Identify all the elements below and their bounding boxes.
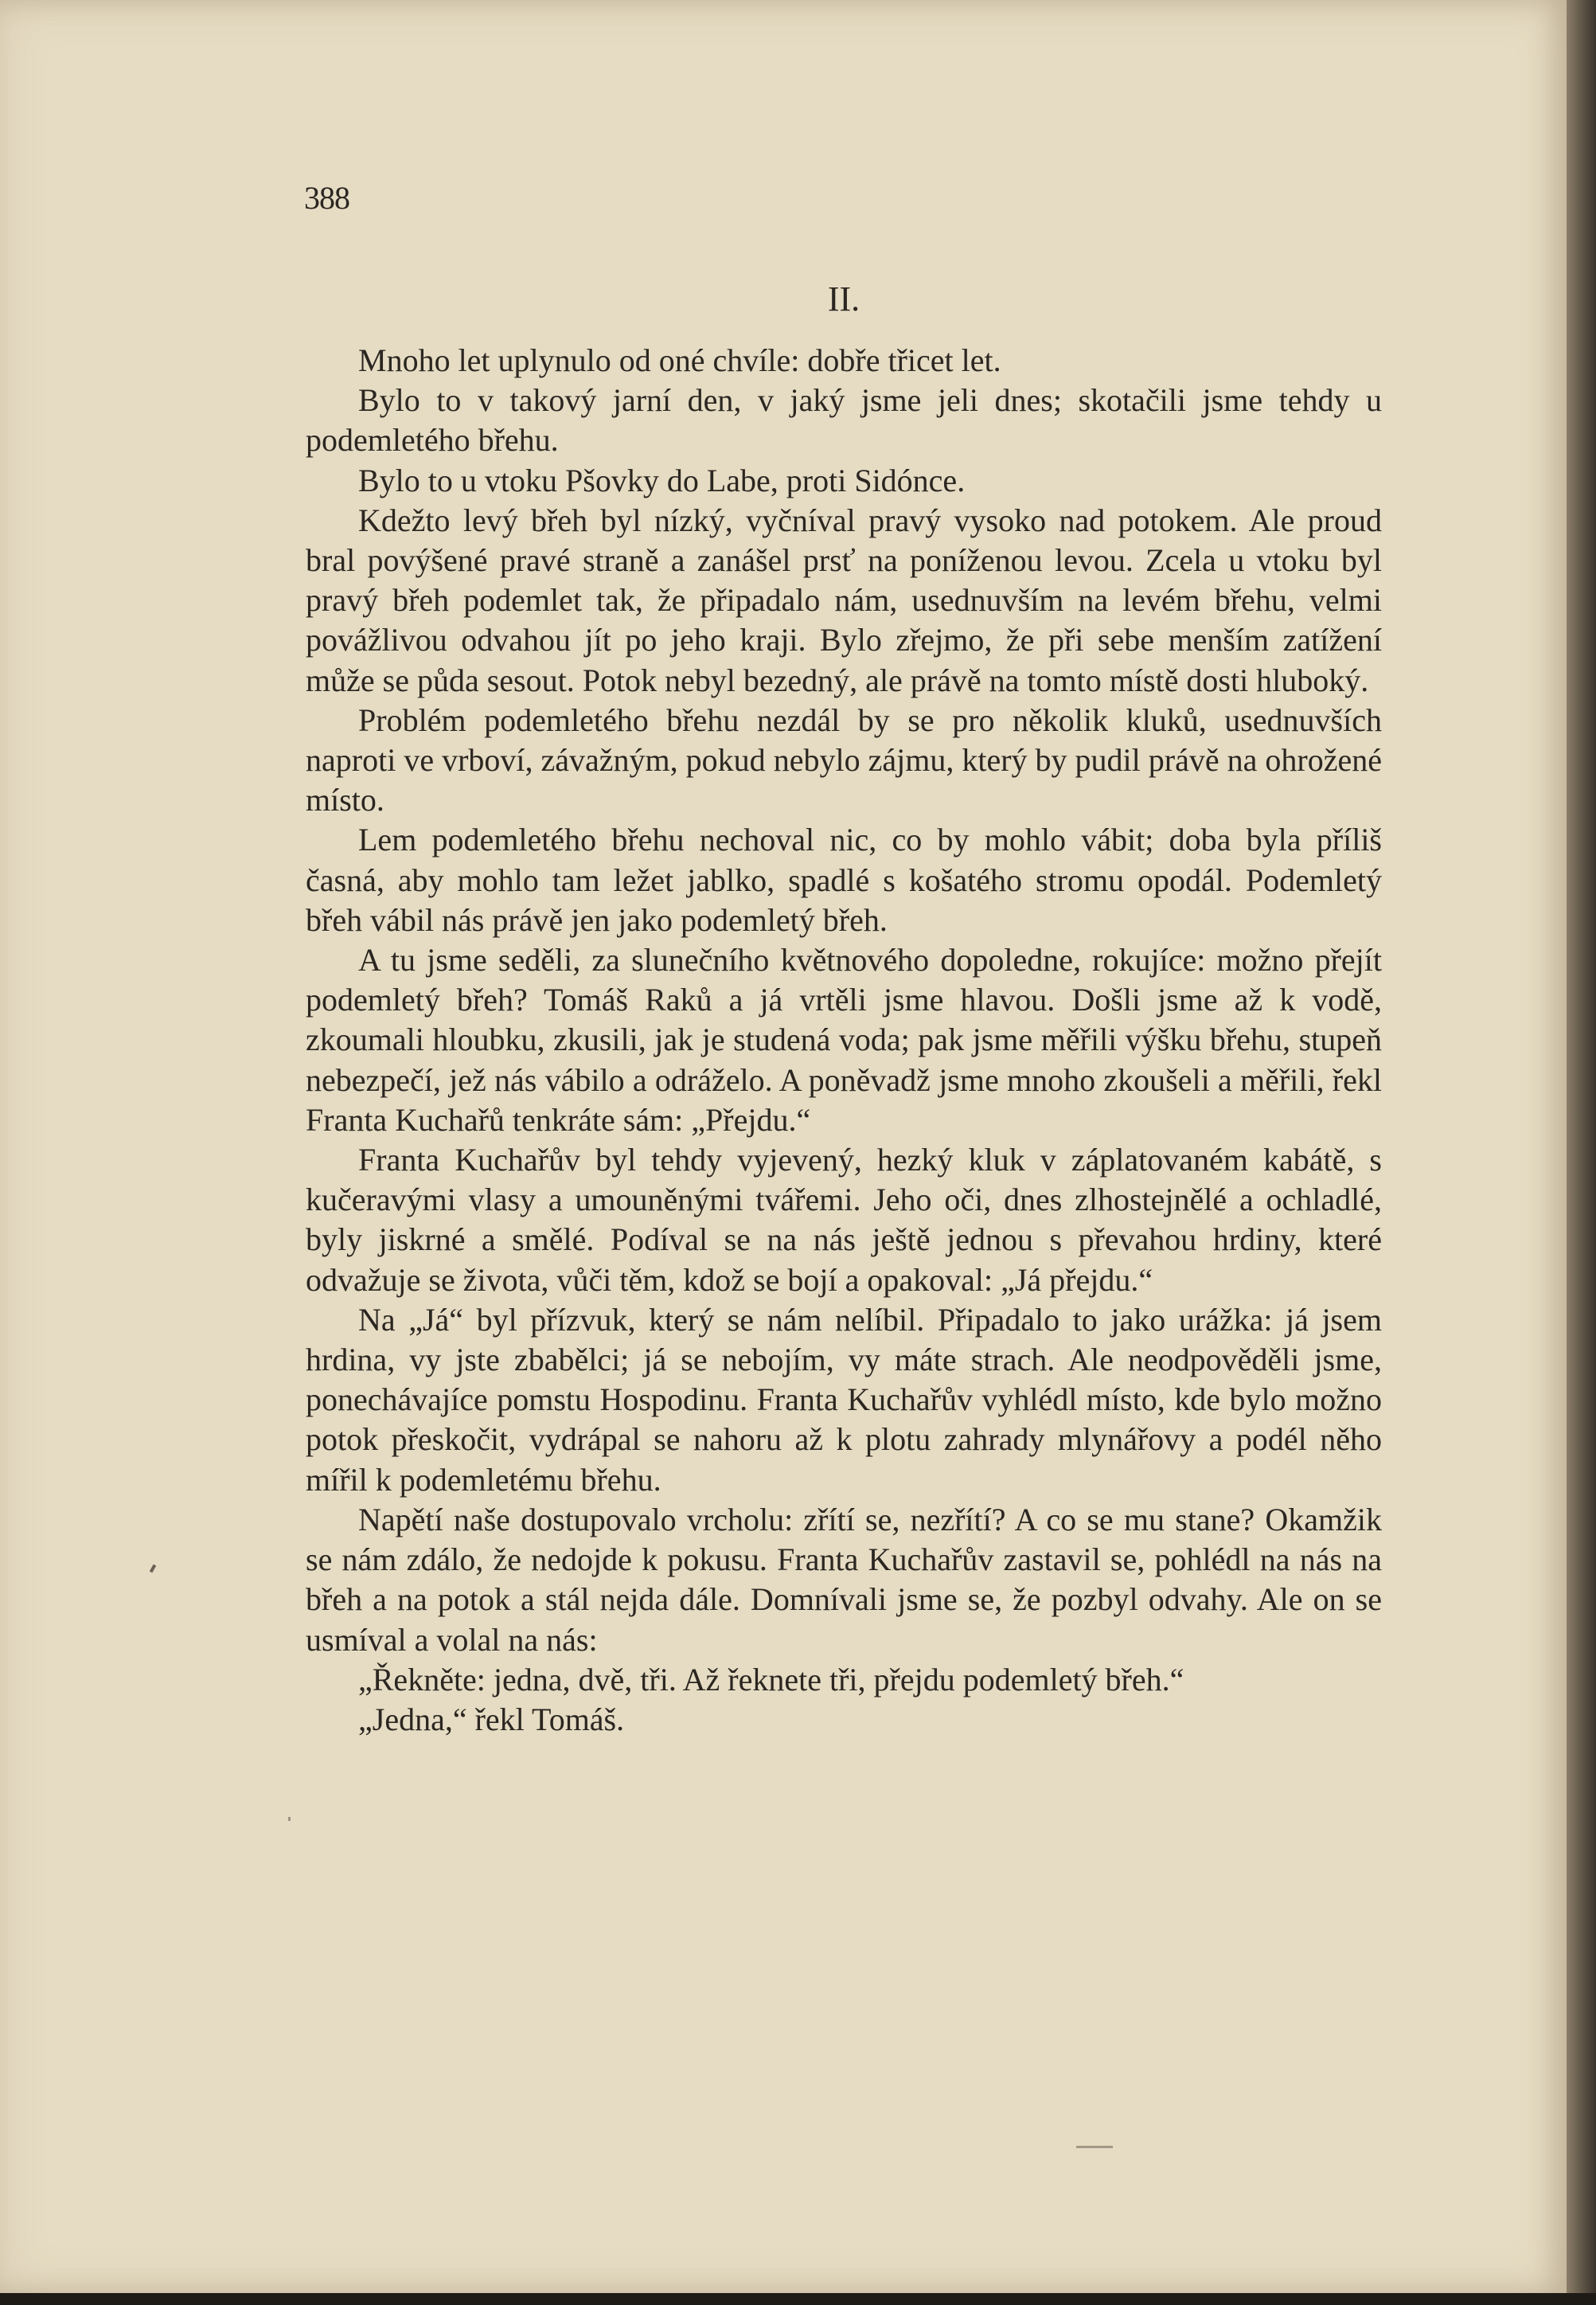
scan-bottom-edge bbox=[0, 2293, 1596, 2305]
paragraph: Franta Kuchařův byl tehdy vyjevený, hezký kluk v záplatovaném kabátě, s kučeravými vlasy a umouněnými tvářemi. Jeho oči, dnes zlhostejnělé a ochladlé, byly jiskrné a smělé. Podíval se na nás ještě jednou s převahou hrdiny, které odvažuje se života, vůči těm, kdož se bojí a opakoval: „Já přejdu.“ bbox=[306, 1142, 1382, 1298]
paper-speck bbox=[150, 1565, 156, 1573]
page-number: 388 bbox=[304, 180, 349, 216]
paragraph: Problém podemletého břehu nezdál by se pro několik kluků, usednuvších naproti ve vrboví, závažným, pokud nebylo zájmu, který by pudil právě na ohrožené místo. bbox=[306, 701, 1382, 818]
book-spine-edge bbox=[1567, 0, 1596, 2305]
paragraph: A tu jsme seděli, za slunečního květnového dopoledne, rokujíce: možno přejít podemletý břeh? Tomáš Raků a já vrtěli jsme hlavou. Došli jsme až k vodě, zkoumali hloubku, zkusili, jak je studená voda; pak jsme měřili výšku břehu, stupeň nebezpečí, jež nás vábilo a odráželo. A poněvadž jsme mnoho zkoušeli a měřili, řekl Franta Kuchařů tenkráte sám: „Přejdu.“ bbox=[306, 942, 1382, 1138]
paragraph: Lem podemletého břehu nechoval nic, co by mohlo vábit; doba byla příliš časná, aby mohlo tam ležet jablko, spadlé s košatého stromu opodál. Podemletý břeh vábil nás právě jen jako podemletý břeh. bbox=[306, 822, 1382, 938]
body-text bbox=[306, 341, 1382, 1740]
paragraph: Napětí naše dostupovalo vrcholu: zřítí se, nezřítí? A co se mu stane? Okamžik se nám zdálo, že nedojde k pokusu. Franta Kuchařův zastavil se, pohlédl na nás na břeh a na potok a stál nejda dále. Domnívali jsme se, že pozbyl odvahy. Ale on se usmíval a volal na nás: bbox=[306, 1501, 1382, 1658]
paragraph: Na „Já“ byl přízvuk, který se nám nelíbil. Připadalo to jako urážka: já jsem hrdina, vy jste zbabělci; já se nebojím, vy máte strach. Ale neodpověděli jsme, ponechávajíce pomstu Hospodinu. Franta Kuchařův vyhlédl místo, kde bylo možno potok přeskočit, vydrápal se nahoru až k plotu zahrady mlynářovy a podél něho mířil k podemletému břehu. bbox=[306, 1301, 1382, 1498]
paper-speck bbox=[1076, 2146, 1113, 2148]
chapter-heading: II. bbox=[827, 279, 860, 318]
paragraph: Bylo to u vtoku Pšovky do Labe, proti Sidónce. bbox=[358, 462, 966, 498]
paragraph: „Řekněte: jedna, dvě, tři. Až řeknete tři, přejdu podemletý břeh.“ bbox=[358, 1661, 1184, 1697]
paragraph: Mnoho let uplynulo od oné chvíle: dobře třicet let. bbox=[358, 342, 1001, 378]
paragraph: Bylo to v takový jarní den, v jaký jsme jeli dnes; skotačili jsme tehdy u podemletého břehu. bbox=[306, 382, 1382, 459]
paper-speck bbox=[288, 1817, 291, 1821]
paragraph: Kdežto levý břeh byl nízký, vyčníval pravý vysoko nad potokem. Ale proud bral povýšené pravé straně a zanášel prsť na poníženou levou. Zcela u vtoku byl pravý břeh podemlet tak, že připadalo nám, usednuvším na levém břehu, velmi povážlivou odvahou jít po jeho kraji. Bylo zřejmo, že při sebe menším zatížení může se půda sesout. Potok nebyl bezedný, ale právě na tomto místě dosti hluboký. bbox=[306, 502, 1382, 698]
paragraph: „Jedna,“ řekl Tomáš. bbox=[358, 1701, 625, 1737]
